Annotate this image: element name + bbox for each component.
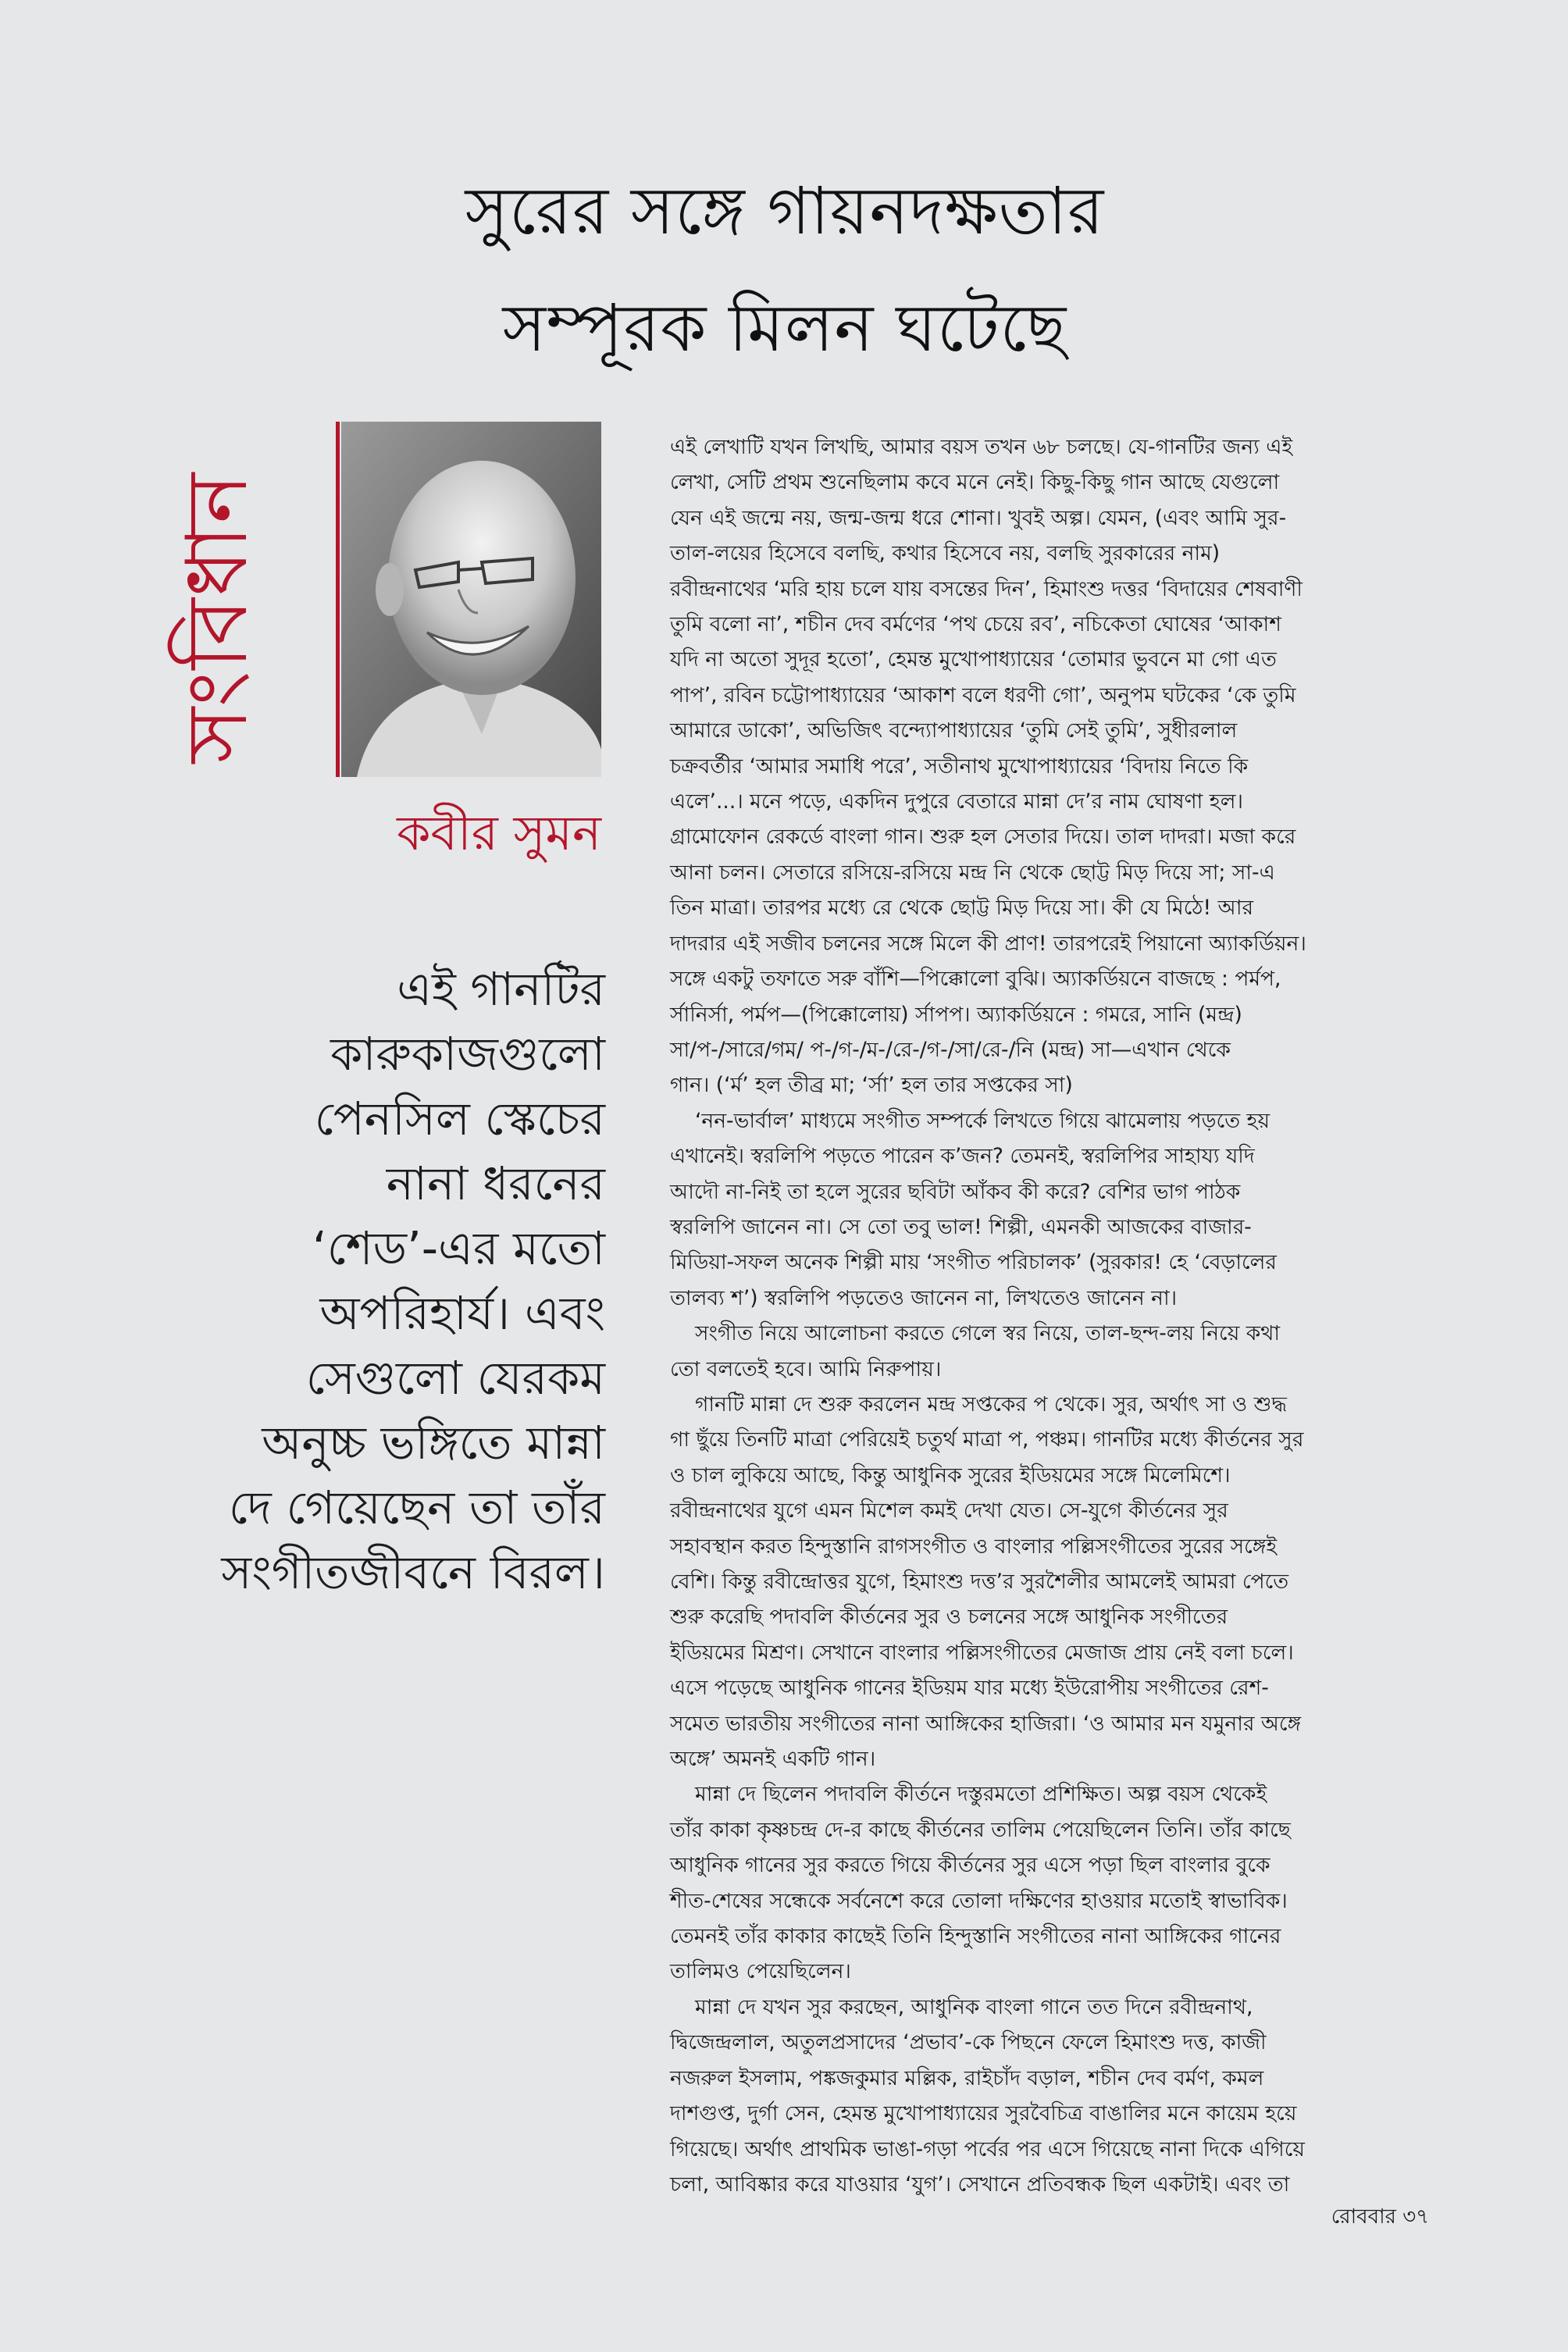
body-line: সা/প-/সারে/গম/ প-/গ-/ম-/রে-/গ-/সা/রে-/নি (মন্দ্র) সা—এখান থেকে: [670, 1037, 1231, 1062]
body-line: গান। (‘র্ম’ হল তীব্র মা; ‘র্সা’ হল তার সপ্তকের সা): [670, 1073, 1073, 1098]
pull-quote-line: নানা ধরনের: [386, 1156, 605, 1210]
body-line: চক্রবর্তীর ‘আমার সমাধি পরে’, সতীনাথ মুখোপাধ্যায়ের ‘বিদায় নিতে কি: [670, 754, 1249, 779]
body-line: তুমি বলো না’, শচীন দেব বর্মণের ‘পথ চেয়ে রব’, নচিকেতা ঘোষের ‘আকাশ: [670, 612, 1281, 637]
body-line: সমেত ভারতীয় সংগীতের নানা আঙ্গিকের হাজিরা। ‘ও আমার মন যমুনার অঙ্গে: [670, 1711, 1302, 1736]
body-line: দ্বিজেন্দ্রলাল, অতুলপ্রসাদের ‘প্রভাব’-কে পিছনে ফেলে হিমাংশু দত্ত, কাজী: [670, 2030, 1267, 2055]
body-line: তালিমও পেয়েছিলেন।: [670, 1959, 851, 1984]
body-line: তাল-লয়ের হিসেবে বলছি, কথার হিসেবে নয়, বলছি সুরকারের নাম): [670, 541, 1221, 566]
body-line: এই লেখাটি যখন লিখছি, আমার বয়স তখন ৬৮ চলছে। যে-গানটির জন্য এই: [670, 435, 1293, 459]
body-line: তিন মাত্রা। তারপর মধ্যে রে থেকে ছোট্ট মিড় দিয়ে সা। কী যে মিঠে! আর: [670, 896, 1254, 921]
pull-quote: [117, 957, 605, 1605]
body-line: যেন এই জন্মে নয়, জন্ম-জন্ম ধরে শোনা। খুবই অল্প। যেমন, (এবং আমি সুর-: [670, 505, 1287, 530]
column-name-text: সংবিধান: [169, 471, 267, 763]
pull-quote-line: দে গেয়েছেন তা তাঁর: [228, 1481, 605, 1534]
pull-quote-line: এই গানটির: [397, 962, 605, 1016]
pull-quote-line: সেগুলো যেরকম: [305, 1351, 605, 1405]
body-line: তালব্য শ’) স্বরলিপি পড়তেও জানেন না, লিখতেও জানেন না।: [670, 1285, 1178, 1310]
body-line: মিডিয়া-সফল অনেক শিল্পী মায় ‘সংগীত পরিচালক’ (সুরকার! হে ‘বেড়ালের: [670, 1250, 1277, 1275]
body-line: এসে পড়েছে আধুনিক গানের ইডিয়ম যার মধ্যে ইউরোপীয় সংগীতের রেশ-: [670, 1676, 1269, 1701]
body-line: দাশগুপ্ত, দুর্গা সেন, হেমন্ত মুখোপাধ্যায়ের সুরবৈচিত্র বাঙালির মনে কায়েম হয়ে: [670, 2101, 1297, 2126]
headline: [203, 152, 1367, 387]
pull-quote-line: অপরিহার্য। এবং: [319, 1286, 605, 1340]
body-line: ও চাল লুকিয়ে আছে, কিন্তু আধুনিক সুরের ইডিয়মের সঙ্গে মিলেমিশে।: [670, 1463, 1231, 1488]
accent-rule: [336, 422, 340, 777]
body-line: আমারে ডাকো’, অভিজিৎ বন্দ্যোপাধ্যায়ের ‘তুমি সেই তুমি’, সুধীরলাল: [670, 718, 1238, 743]
body-line: লেখা, সেটি প্রথম শুনেছিলাম কবে মনে নেই। কিছু-কিছু গান আছে যেগুলো: [670, 470, 1280, 495]
body-line: স্বরলিপি জানেন না। সে তো তবু ভাল! শিল্পী, এমনকী আজকের বাজার-: [670, 1214, 1252, 1239]
author-name: কবীর সুমন: [397, 804, 601, 861]
pull-quote-line: কারুকাজগুলো: [330, 1027, 605, 1081]
body-line: সহাবস্থান করত হিন্দুস্তানি রাগসংগীত ও বাংলার পল্লিসংগীতের সুরের সঙ্গেই: [670, 1534, 1278, 1559]
body-line: রবীন্দ্রনাথের ‘মরি হায় চলে যায় বসন্তের দিন’, হিমাংশু দত্তর ‘বিদায়ের শেষবাণী: [670, 576, 1303, 601]
body-line: গ্রামোফোন রেকর্ডে বাংলা গান। শুরু হল সেতার দিয়ে। তাল দাদরা। মজা করে: [670, 825, 1296, 850]
body-line: র্সানির্সা, পর্মপ—(পিক্কোলোয়) র্সাপপ। অ্যাকর্ডিয়নে : গমরে, সানি (মন্দ্র): [670, 1002, 1242, 1027]
body-line: অঙ্গে’ অমনই একটি গান।: [670, 1747, 876, 1772]
column-name: [117, 422, 328, 812]
body-line: এলে’...। মনে পড়ে, একদিন দুপুরে বেতারে মান্না দে’র নাম ঘোষণা হল।: [670, 789, 1243, 814]
body-line: দাদরার এই সজীব চলনের সঙ্গে মিলে কী প্রাণ! তারপরেই পিয়ানো অ্যাকর্ডিয়ন।: [670, 931, 1306, 956]
pull-quote-line: পেনসিল স্কেচের: [314, 1092, 605, 1146]
body-line: মান্না দে ছিলেন পদাবলি কীর্তনে দস্তুরমতো প্রশিক্ষিত। অল্প বয়স থেকেই: [695, 1782, 1267, 1807]
body-line: সংগীত নিয়ে আলোচনা করতে গেলে স্বর নিয়ে, তাল-ছন্দ-লয় নিয়ে কথা: [695, 1321, 1281, 1346]
headline-line-2: সম্পূরক মিলন ঘটেছে: [502, 290, 1067, 366]
body-line: ইডিয়মের মিশ্রণ। সেখানে বাংলার পল্লিসংগীতের মেজাজ প্রায় নেই বলা চলে।: [670, 1640, 1294, 1665]
body-line: শুরু করেছি পদাবলি কীর্তনের সুর ও চলনের সঙ্গে আধুনিক সংগীতের: [670, 1605, 1228, 1630]
body-line: চলা, আবিষ্কার করে যাওয়ার ‘যুগ’। সেখানে প্রতিবন্ধক ছিল একটাই। এবং তা: [670, 2172, 1290, 2197]
body-line: গানটি মান্না দে শুরু করলেন মন্দ্র সপ্তকের প থেকে। সুর, অর্থাৎ সা ও শুদ্ধ: [695, 1392, 1287, 1417]
article-body: [670, 429, 1420, 2202]
body-line: সঙ্গে একটু তফাতে সরু বাঁশি—পিক্কোলো বুঝি। অ্যাকর্ডিয়নে বাজছে : পর্মপ,: [670, 967, 1281, 992]
body-line: যদি না অতো সুদূর হতো’, হেমন্ত মুখোপাধ্যায়ের ‘তোমার ভুবনে মা গো এত: [670, 647, 1277, 672]
body-line: গা ছুঁয়ে তিনটি মাত্রা পেরিয়েই চতুর্থ মাত্রা প, পঞ্চম। গানটির মধ্যে কীর্তনের সুর: [670, 1427, 1304, 1452]
body-line: শীত-শেষের সন্ধেকে সর্বনেশে করে তোলা দক্ষিণের হাওয়ার মতোই স্বাভাবিক।: [670, 1888, 1288, 1913]
body-line: মান্না দে যখন সুর করছেন, আধুনিক বাংলা গানে তত দিনে রবীন্দ্রনাথ,: [695, 1994, 1253, 2019]
body-line: তাঁর কাকা কৃষ্ণচন্দ্র দে-র কাছে কীর্তনের তালিম পেয়েছিলেন তিনি। তাঁর কাছে: [670, 1817, 1291, 1842]
body-line: এখানেই। স্বরলিপি পড়তে পারেন ক’জন? তেমনই, স্বরলিপির সাহায্য যদি: [670, 1144, 1255, 1169]
pull-quote-line: অনুচ্চ ভঙ্গিতে মান্না: [262, 1416, 605, 1470]
body-line: তো বলতেই হবে। আমি নিরুপায়।: [670, 1356, 942, 1381]
body-line: আদৌ না-নিই তা হলে সুরের ছবিটা আঁকব কী করে? বেশির ভাগ পাঠক: [670, 1179, 1241, 1204]
body-line: পাপ’, রবিন চট্টোপাধ্যায়ের ‘আকাশ বলে ধরণী গো’, অনুপম ঘটকের ‘কে তুমি: [670, 682, 1296, 707]
body-line: বেশি। কিন্তু রবীন্দ্রোত্তর যুগে, হিমাংশু দত্ত’র সুরশৈলীর আমলেই আমরা পেতে: [670, 1570, 1289, 1594]
body-line: গিয়েছে। অর্থাৎ প্রাথমিক ভাঙা-গড়া পর্বের পর এসে গিয়েছে নানা দিকে এগিয়ে: [670, 2136, 1305, 2161]
body-line: আনা চলন। সেতারে রসিয়ে-রসিয়ে মন্দ্র নি থেকে ছোট্ট মিড় দিয়ে সা; সা-এ: [670, 860, 1275, 885]
body-line: আধুনিক গানের সুর করতে গিয়ে কীর্তনের সুর এসে পড়া ছিল বাংলার বুকে: [670, 1853, 1270, 1878]
body-line: তেমনই তাঁর কাকার কাছেই তিনি হিন্দুস্তানি সংগীতের নানা আঙ্গিকের গানের: [670, 1924, 1281, 1949]
headline-line-1: সুরের সঙ্গে গায়নদক্ষতার: [465, 173, 1105, 249]
page-footer: রোববার ৩৭: [1331, 2205, 1429, 2229]
body-line: ‘নন-ভার্বাল’ মাধ্যমে সংগীত সম্পর্কে লিখতে গিয়ে ঝামেলায় পড়তে হয়: [695, 1108, 1270, 1133]
author-photo: [341, 422, 601, 777]
pull-quote-line: ‘শেড’-এর মতো: [312, 1221, 605, 1275]
pull-quote-line: সংগীতজীবনে বিরল।: [221, 1545, 605, 1599]
body-line: নজরুল ইসলাম, পঙ্কজকুমার মল্লিক, রাইচাঁদ বড়াল, শচীন দেব বর্মণ, কমল: [670, 2065, 1264, 2090]
body-line: রবীন্দ্রনাথের যুগে এমন মিশেল কমই দেখা যেত। সে-যুগে কীর্তনের সুর: [670, 1499, 1228, 1523]
portrait-photo-icon: [341, 422, 601, 777]
